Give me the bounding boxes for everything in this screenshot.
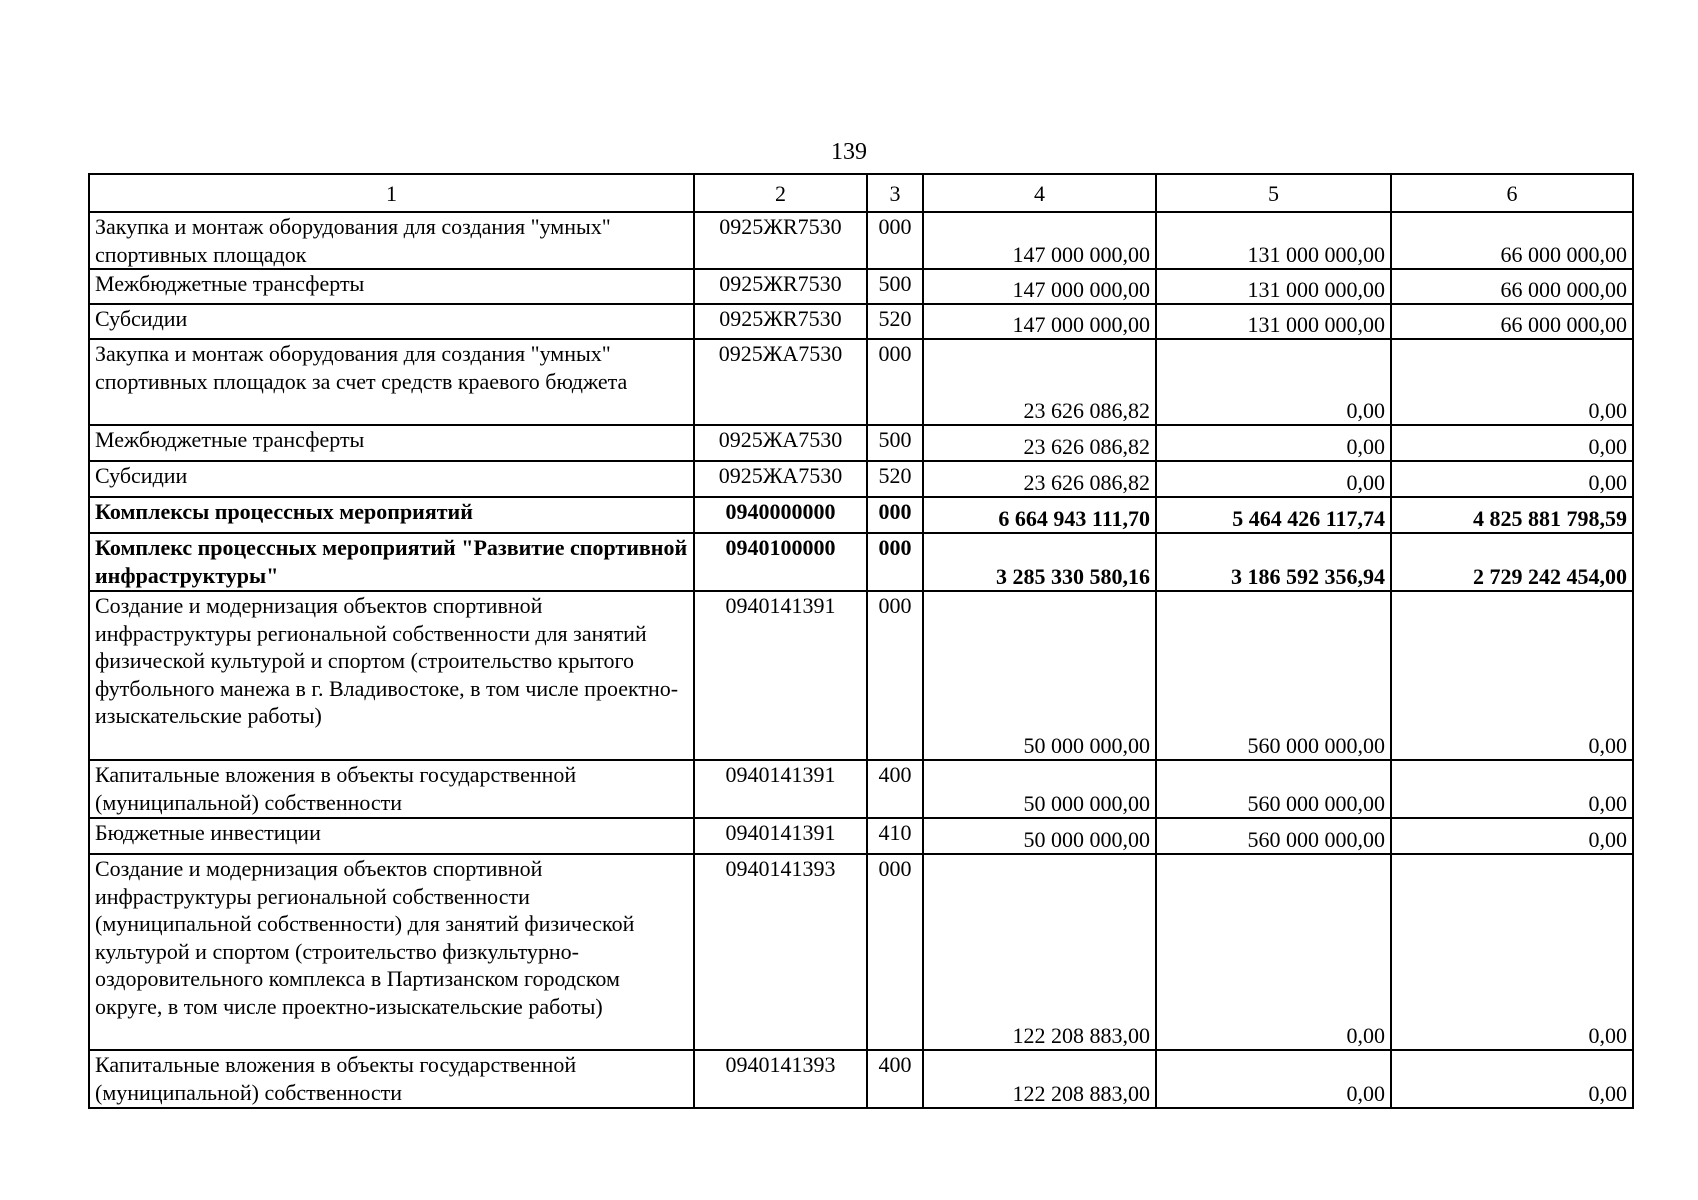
row-value-5: 0,00 [1156,854,1391,1050]
row-code: 0940100000 [694,533,867,591]
row-value-4: 147 000 000,00 [923,304,1156,339]
row-value-6: 0,00 [1391,854,1633,1050]
row-value-4: 50 000 000,00 [923,591,1156,760]
row-value-5: 0,00 [1156,425,1391,461]
row-value-6: 2 729 242 454,00 [1391,533,1633,591]
row-value-6: 66 000 000,00 [1391,269,1633,304]
row-expense-type: 400 [867,760,923,818]
row-expense-type: 000 [867,533,923,591]
row-name: Капитальные вложения в объекты государственной (муниципальной) собственности [89,1050,694,1108]
row-value-4: 6 664 943 111,70 [923,497,1156,533]
table-row [89,497,1633,533]
row-value-6: 0,00 [1391,461,1633,497]
row-name: Закупка и монтаж оборудования для создания "умных" спортивных площадок за счет средств краевого бюджета [89,339,694,425]
row-value-6: 0,00 [1391,1050,1633,1108]
row-value-5: 131 000 000,00 [1156,212,1391,269]
row-code: 0940000000 [694,497,867,533]
row-expense-type: 520 [867,461,923,497]
page-number: 139 [831,139,867,165]
row-value-6: 0,00 [1391,818,1633,854]
row-name: Комплексы процессных мероприятий [89,497,694,533]
row-value-6: 4 825 881 798,59 [1391,497,1633,533]
row-value-5: 560 000 000,00 [1156,818,1391,854]
header-cell-6: 6 [1391,174,1633,212]
row-value-5: 131 000 000,00 [1156,269,1391,304]
table-row [89,461,1633,497]
row-name: Комплекс процессных мероприятий "Развитие спортивной инфраструктуры" [89,533,694,591]
row-value-4: 23 626 086,82 [923,425,1156,461]
row-value-5: 5 464 426 117,74 [1156,497,1391,533]
row-name: Создание и модернизация объектов спортивной инфраструктуры региональной собственности для занятий физической культурой и спортом (строительство крытого футбольного манежа в г. Владивостоке, в том числе проектно-изыскательские работы) [89,591,694,760]
row-expense-type: 000 [867,591,923,760]
row-expense-type: 520 [867,304,923,339]
row-name: Бюджетные инвестиции [89,818,694,854]
row-name: Межбюджетные трансферты [89,425,694,461]
row-code: 0940141391 [694,760,867,818]
row-code: 0940141391 [694,591,867,760]
row-expense-type: 500 [867,269,923,304]
row-value-4: 122 208 883,00 [923,1050,1156,1108]
header-cell-1: 1 [89,174,694,212]
row-expense-type: 000 [867,497,923,533]
table-row [89,818,1633,854]
table-row [89,533,1633,591]
row-expense-type: 000 [867,854,923,1050]
row-code: 0925ЖR7530 [694,269,867,304]
row-code: 0925ЖА7530 [694,461,867,497]
row-code: 0925ЖА7530 [694,339,867,425]
header-cell-4: 4 [923,174,1156,212]
row-name: Межбюджетные трансферты [89,269,694,304]
row-value-5: 3 186 592 356,94 [1156,533,1391,591]
row-name: Капитальные вложения в объекты государственной (муниципальной) собственности [89,760,694,818]
row-value-4: 3 285 330 580,16 [923,533,1156,591]
row-value-6: 0,00 [1391,339,1633,425]
row-code: 0925ЖR7530 [694,304,867,339]
header-cell-2: 2 [694,174,867,212]
header-cell-5: 5 [1156,174,1391,212]
row-expense-type: 000 [867,212,923,269]
row-value-4: 147 000 000,00 [923,269,1156,304]
row-value-6: 0,00 [1391,591,1633,760]
row-name: Субсидии [89,461,694,497]
row-code: 0940141393 [694,854,867,1050]
row-code: 0940141393 [694,1050,867,1108]
row-name: Закупка и монтаж оборудования для создания "умных" спортивных площадок [89,212,694,269]
row-expense-type: 000 [867,339,923,425]
row-name: Субсидии [89,304,694,339]
table-row [89,339,1633,425]
row-value-4: 50 000 000,00 [923,818,1156,854]
row-value-6: 0,00 [1391,425,1633,461]
row-value-6: 66 000 000,00 [1391,304,1633,339]
table-row [89,425,1633,461]
table-row [89,304,1633,339]
row-expense-type: 500 [867,425,923,461]
row-code: 0940141391 [694,818,867,854]
header-cell-3: 3 [867,174,923,212]
budget-table [88,173,1634,1109]
row-value-5: 0,00 [1156,339,1391,425]
row-value-4: 50 000 000,00 [923,760,1156,818]
row-value-4: 23 626 086,82 [923,339,1156,425]
table-row [89,1050,1633,1108]
table-row [89,760,1633,818]
row-expense-type: 400 [867,1050,923,1108]
table-row [89,591,1633,760]
row-expense-type: 410 [867,818,923,854]
row-value-6: 66 000 000,00 [1391,212,1633,269]
row-value-4: 23 626 086,82 [923,461,1156,497]
row-code: 0925ЖR7530 [694,212,867,269]
row-value-4: 147 000 000,00 [923,212,1156,269]
row-value-4: 122 208 883,00 [923,854,1156,1050]
table-row [89,212,1633,269]
table-header-row [89,174,1633,212]
row-value-5: 560 000 000,00 [1156,760,1391,818]
row-value-5: 0,00 [1156,1050,1391,1108]
row-value-5: 560 000 000,00 [1156,591,1391,760]
row-value-6: 0,00 [1391,760,1633,818]
row-value-5: 131 000 000,00 [1156,304,1391,339]
table-row [89,854,1633,1050]
row-name: Создание и модернизация объектов спортивной инфраструктуры региональной собственности (муниципальной собственности) для занятий физической культурой и спортом (строительство физкультурно-оздоровительного комплекса в Партизанском городском округе, в том числе проектно-изыскательские работы) [89,854,694,1050]
row-code: 0925ЖА7530 [694,425,867,461]
row-value-5: 0,00 [1156,461,1391,497]
table-row [89,269,1633,304]
